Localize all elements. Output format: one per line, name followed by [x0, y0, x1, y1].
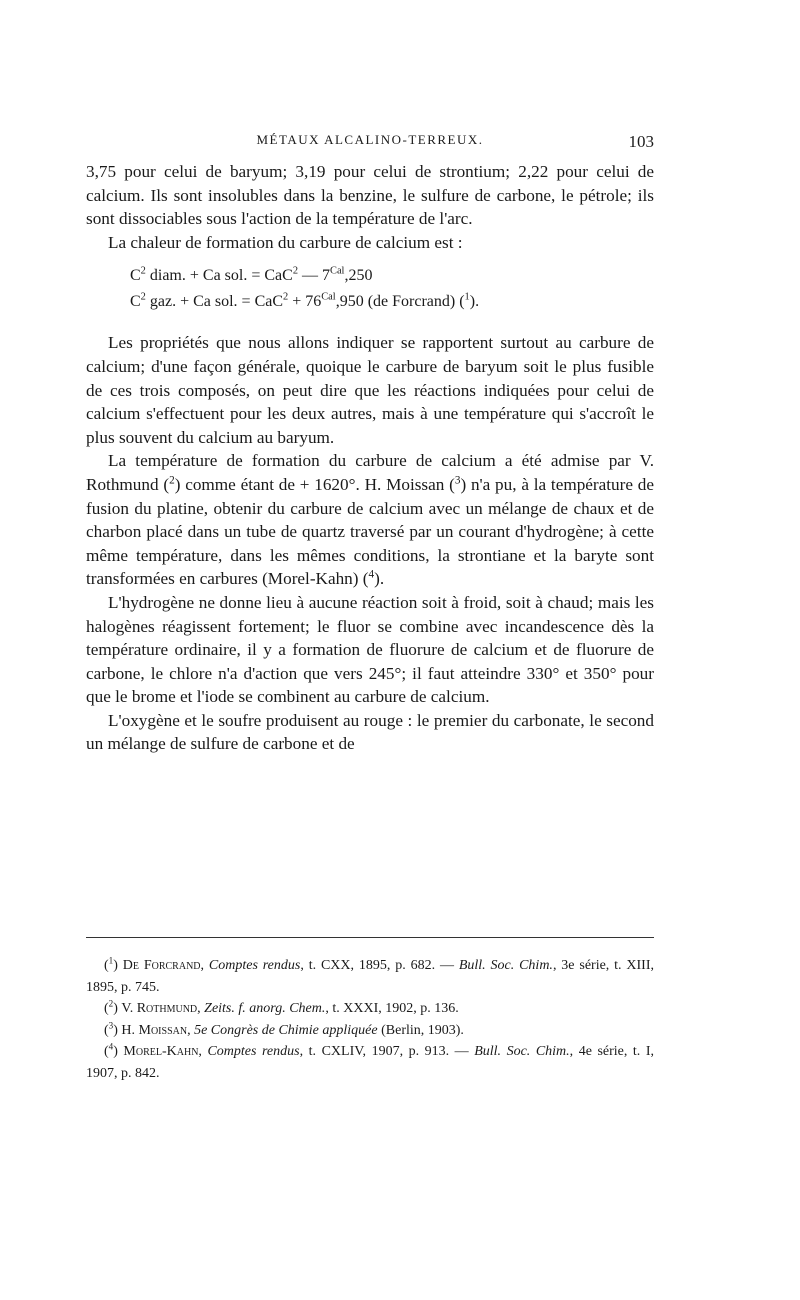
paragraph-oxygen-sulfur: L'oxygène et le soufre produisent au rouge : le premier du carbonate, le second un mélange de sulfure de carbone et de: [86, 710, 654, 754]
paragraph-properties: Les propriétés que nous allons indiquer se rapportent surtout au carbure de calcium; d'une façon générale, quoique le carbure de baryum soit le plus fusible de ces trois composés, on peut dire que les réactions indiquées pour celui de calcium s'effectuent pour les deux autres, mais à une température qui s'accroît le plus souvent du calcium au baryum.: [86, 333, 654, 447]
running-title: MÉTAUX ALCALINO-TERREUX.: [256, 132, 484, 147]
page-header: [86, 132, 654, 156]
footnote: ($^3$) H. Moissan, 5e Congrès de Chimie appliquée (Berlin, 1903).: [104, 1019, 464, 1038]
body-text: [86, 160, 654, 756]
equation-diamond: $C^2$ diam. + Ca sol. = CaC$^2$ — $7^{Cal},250$: [130, 266, 373, 285]
paragraph-heat-of-formation: La chaleur de formation du carbure de calcium est :: [108, 232, 463, 252]
footnote: ($^2$) V. Rothmund, Zeits. f. anorg. Chem., t. XXXI, 1902, p. 136.: [104, 998, 459, 1016]
equations: [130, 263, 654, 315]
paragraph-halogens: L'hydrogène ne donne lieu à aucune réaction soit à froid, soit à chaud; mais les halogènes réagissent fortement; le fluor se combine avec incandescence dès la température ordinaire, il y a formation de fluorure de calcium et de fluorure de carbone, le chlore n'a d'action que vers 245°; il faut atteindre 330° et 350° pour que le brome et l'iode se combinent au carbure de calcium.: [86, 592, 654, 707]
footnote: ($^4$) Morel-Kahn, Comptes rendus, t. CXLIV, 1907, p. 913. — Bull. Soc. Chim., 4e série, t. I, 1907, p. 842.: [86, 1041, 655, 1081]
footnotes: [86, 955, 654, 1084]
paragraph-formation-temperature: La température de formation du carbure de calcium a été admise par V. Rothmund ($^2$) comme étant de + 1620°. H. Moissan ($^3$) n'a pu, à la température de fusion du platine, obtenir du carbure de calcium avec un mélange de chaux et de charbon placé dans un tube de quartz traversé par un courant d'hydrogène; à cette même température, dans les mêmes conditions, la strontiane et la baryte sont transformées en carbures (Morel-Kahn) ($^4$).: [86, 451, 655, 589]
footnote-divider: [86, 937, 654, 938]
page-number: 103: [628, 132, 654, 151]
paragraph-continuation: 3,75 pour celui de baryum; 3,19 pour celui de strontium; 2,22 pour celui de calcium. Ils sont insolubles dans la benzine, le sulfure de carbone, le pétrole; ils sont dissociables sous l'action de la température de l'arc.: [86, 162, 654, 229]
equation-gas: $C^2$ gaz. + Ca sol. = $CaC^2 + 76^{Cal},950$ (de Forcrand) ($^1$).: [130, 292, 480, 311]
footnote: ($^1$) De Forcrand, Comptes rendus, t. CXX, 1895, p. 682. — Bull. Soc. Chim., 3e série, t. XIII, 1895, p. 745.: [86, 955, 655, 995]
